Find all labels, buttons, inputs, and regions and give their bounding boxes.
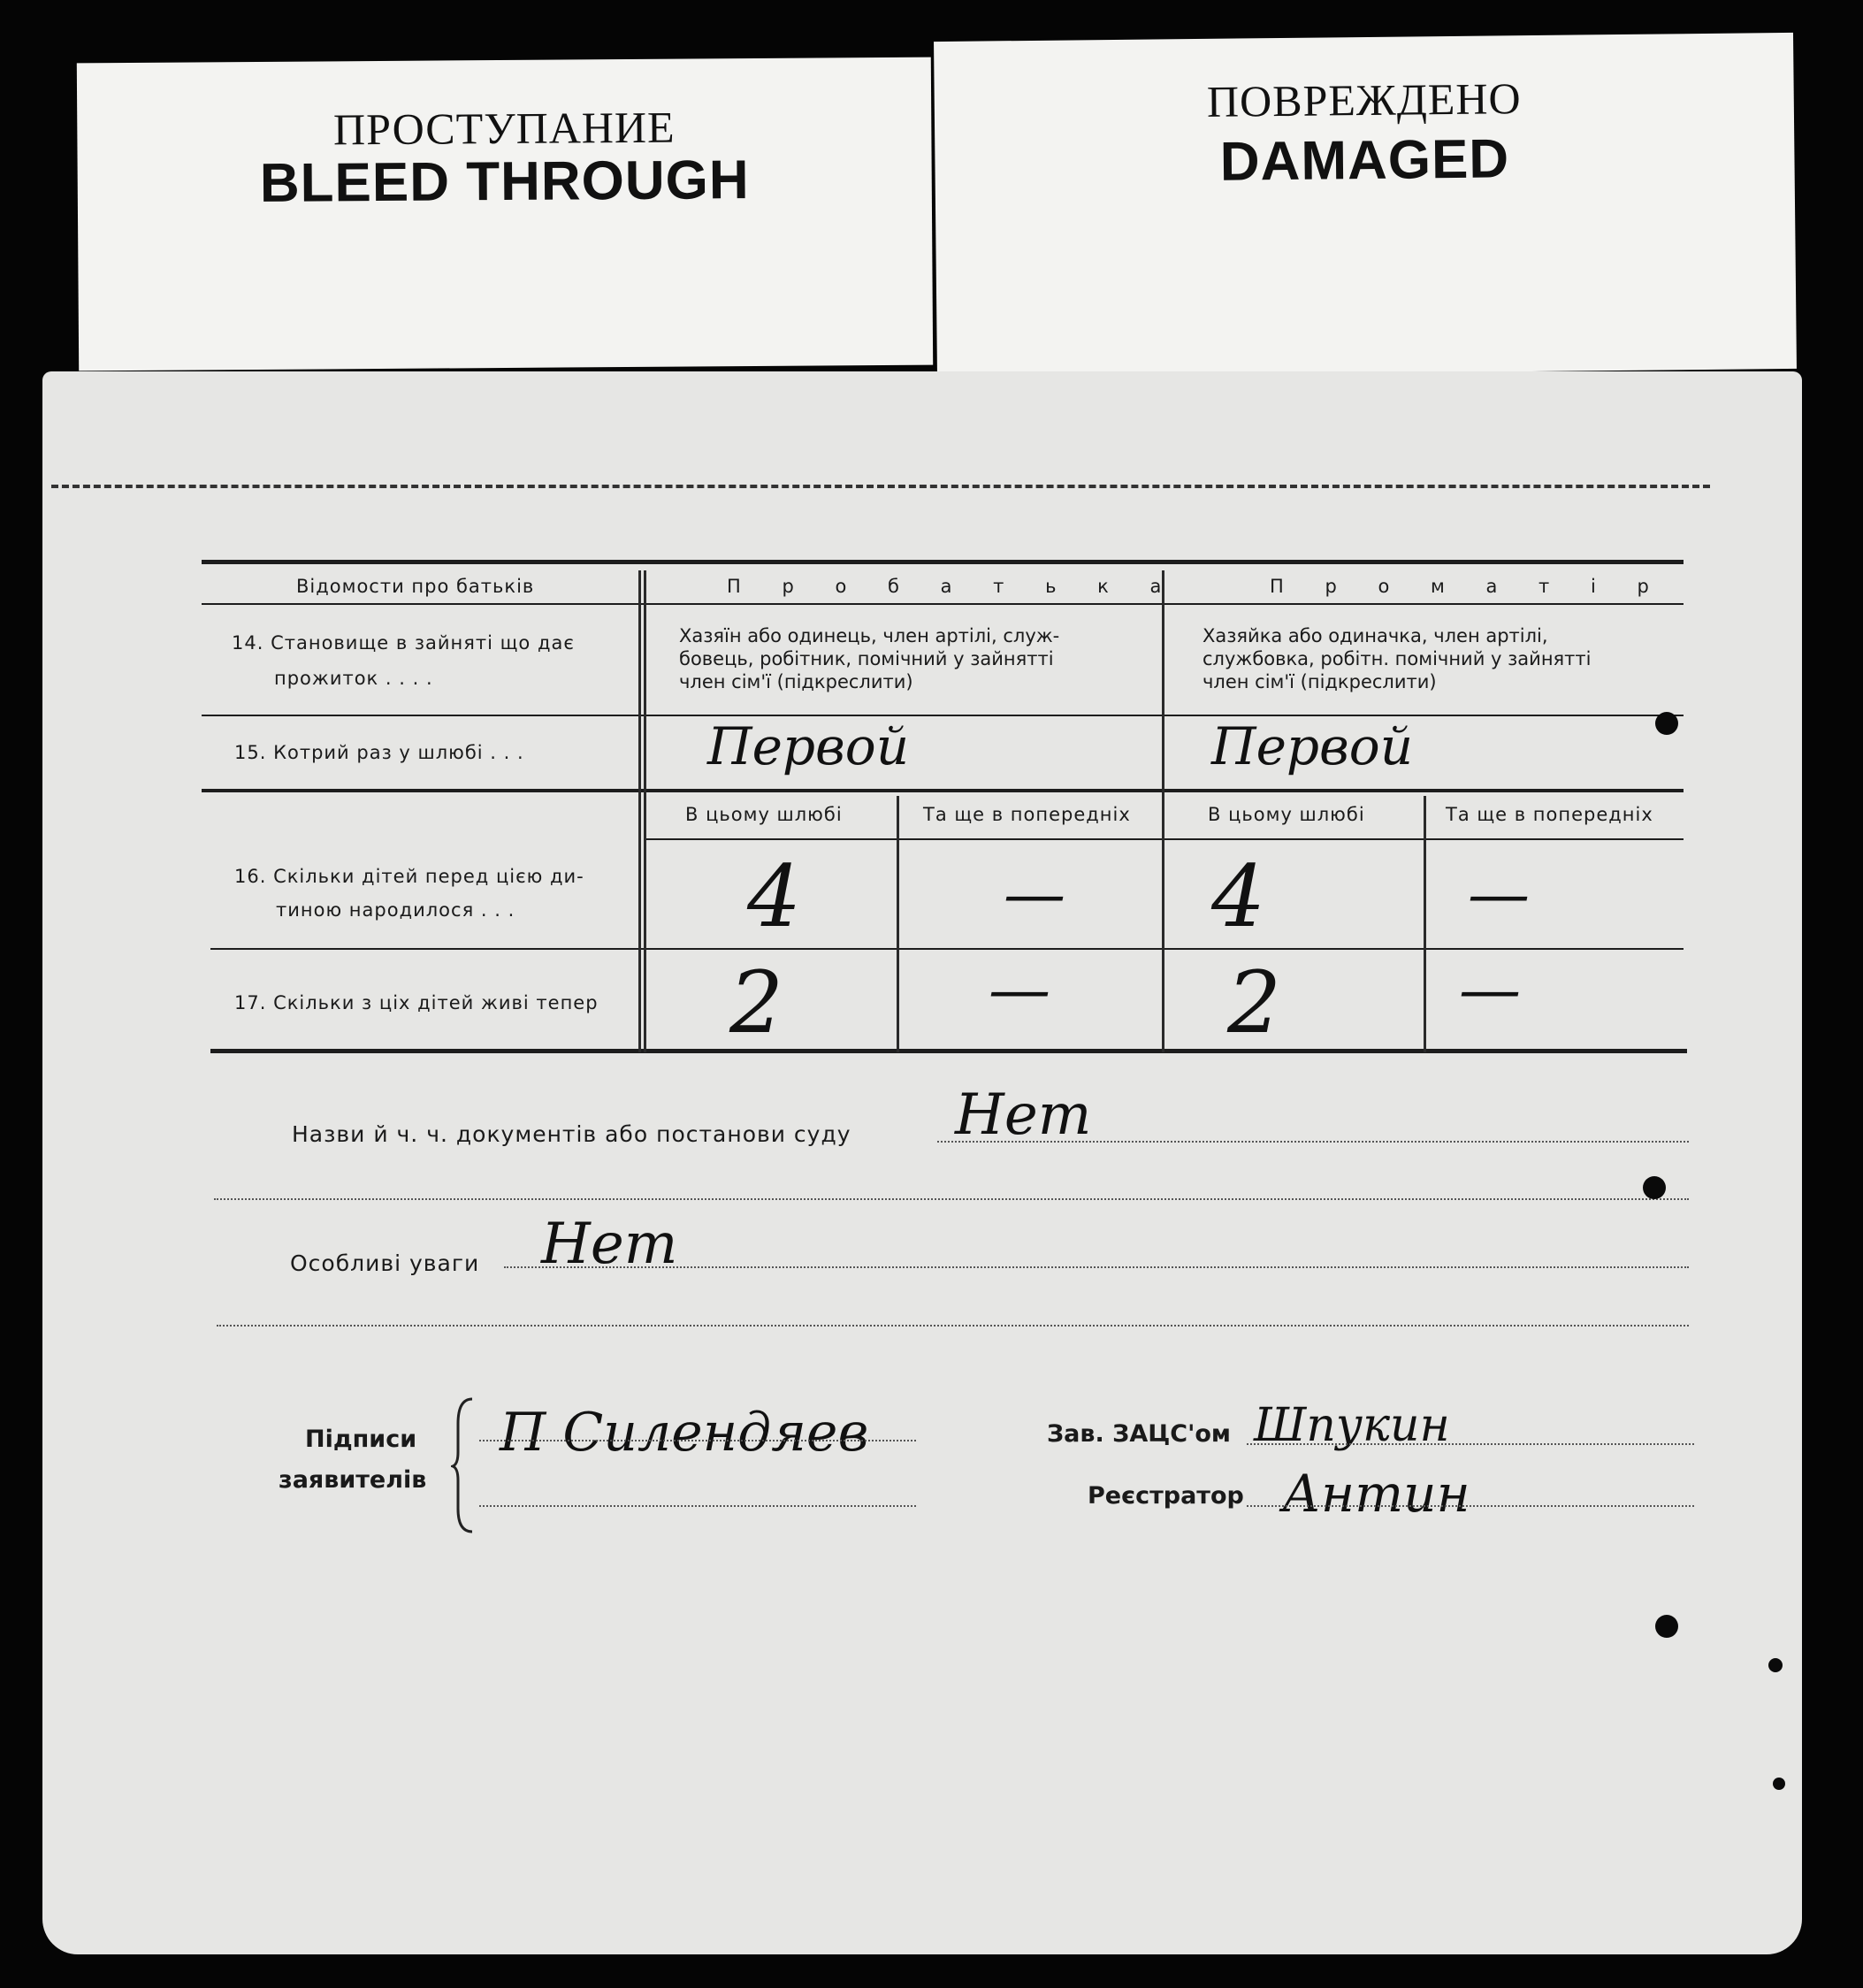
damaged-ru: ПОВРЕЖДЕНО <box>1206 73 1522 126</box>
brace-icon <box>451 1397 477 1534</box>
col-header-father: П р о б а т ь к а <box>727 576 1180 597</box>
col-divider <box>638 570 641 1052</box>
damaged-en: DAMAGED <box>1219 128 1510 193</box>
father-children-prev: — <box>1004 858 1065 930</box>
mother-marriage-count: Первой <box>1211 716 1414 776</box>
bleed-through-en: BLEED THROUGH <box>259 149 750 214</box>
documents-label: Назви й ч. ч. документів або постанови суду <box>292 1121 851 1147</box>
row16-rule <box>210 948 1684 950</box>
documents-value: Нет <box>955 1082 1092 1148</box>
col-header-parents: Відомости про батьків <box>296 576 535 597</box>
applicant-signature: П Силендяев <box>500 1402 869 1464</box>
mother-children-alive-this: 2 <box>1227 953 1282 1052</box>
row16-label: 16. Скільки дітей перед цією ди- <box>234 866 584 887</box>
col-divider <box>1162 570 1164 1052</box>
registrar-signature-line <box>1247 1505 1694 1507</box>
applicant-signature-line-2 <box>479 1505 916 1507</box>
applicants-label: Підписи <box>305 1426 417 1453</box>
binder-hole <box>1768 1658 1783 1672</box>
father-occupation-options: Хазяїн або одинець, член артілі, служ- бовець, робітник, помічний у зайнятті член сім'ї (підкреслити) <box>679 625 1060 692</box>
remarks-value: Нет <box>541 1212 678 1277</box>
remarks-line-2 <box>217 1325 1689 1327</box>
row14-rule <box>202 715 1684 716</box>
mother-occupation-options: Хазяйка або одиначка, член артілі, службовка, робітн. помічний у зайнятті член сім'ї (підкреслити) <box>1203 625 1592 692</box>
col-header-mother: П р о м а т і р <box>1270 576 1667 597</box>
head-signature: Шпукин <box>1254 1399 1450 1452</box>
damaged-card <box>934 33 1797 378</box>
row14-label: 14. Становище в зайняті що дає <box>232 632 575 654</box>
documents-line-2 <box>214 1198 1689 1200</box>
remarks-label: Особливі уваги <box>290 1250 480 1276</box>
father-children-this: 4 <box>747 847 802 946</box>
head-signature-line <box>1247 1443 1694 1445</box>
col-divider <box>1424 796 1426 1052</box>
mother-children-this: 4 <box>1211 847 1266 946</box>
remarks-line <box>504 1266 1689 1268</box>
row17-label: 17. Скільки з ціх дітей живі тепер <box>234 992 599 1013</box>
mother-previous-header: Та ще в попередніх <box>1446 804 1653 825</box>
table-bottom-rule <box>210 1049 1687 1053</box>
col-divider <box>897 796 899 1052</box>
applicant-signature-line <box>479 1440 916 1441</box>
father-children-alive-this: 2 <box>729 953 784 1052</box>
header-rule <box>202 603 1684 605</box>
row15-label: 15. Котрий раз у шлюбі . . . <box>234 742 524 763</box>
documents-line <box>937 1141 1689 1143</box>
mother-children-prev: — <box>1468 858 1530 930</box>
registrar-label: Реєстратор <box>1088 1482 1244 1510</box>
father-previous-header: Та ще в попередніх <box>923 804 1131 825</box>
bleed-through-ru: ПРОСТУПАНИЕ <box>332 102 676 155</box>
bleed-through-card <box>77 57 933 371</box>
head-label: Зав. ЗАЦС'ом <box>1047 1420 1231 1448</box>
row16-label-cont: тиною народилося . . . <box>276 899 515 921</box>
father-children-alive-prev: — <box>989 953 1050 1026</box>
mother-children-alive-prev: — <box>1459 953 1521 1026</box>
applicants-label-2: заявителів <box>279 1466 427 1494</box>
document-sheet <box>42 371 1802 1954</box>
binder-hole <box>1655 1615 1678 1638</box>
binder-hole <box>1655 712 1678 735</box>
binder-hole <box>1773 1778 1785 1790</box>
binder-hole <box>1643 1176 1666 1199</box>
perforation-line <box>51 485 1710 488</box>
registrar-signature: Антин <box>1282 1464 1470 1524</box>
father-this-marriage-header: В цьому шлюбі <box>685 804 843 825</box>
mother-this-marriage-header: В цьому шлюбі <box>1208 804 1365 825</box>
subheader-rule <box>645 838 1684 840</box>
row15-rule <box>202 789 1684 792</box>
father-marriage-count: Первой <box>707 716 910 776</box>
col-divider <box>644 570 646 1052</box>
table-top-rule <box>202 560 1684 564</box>
row14-label-cont: прожиток . . . . <box>274 668 433 689</box>
